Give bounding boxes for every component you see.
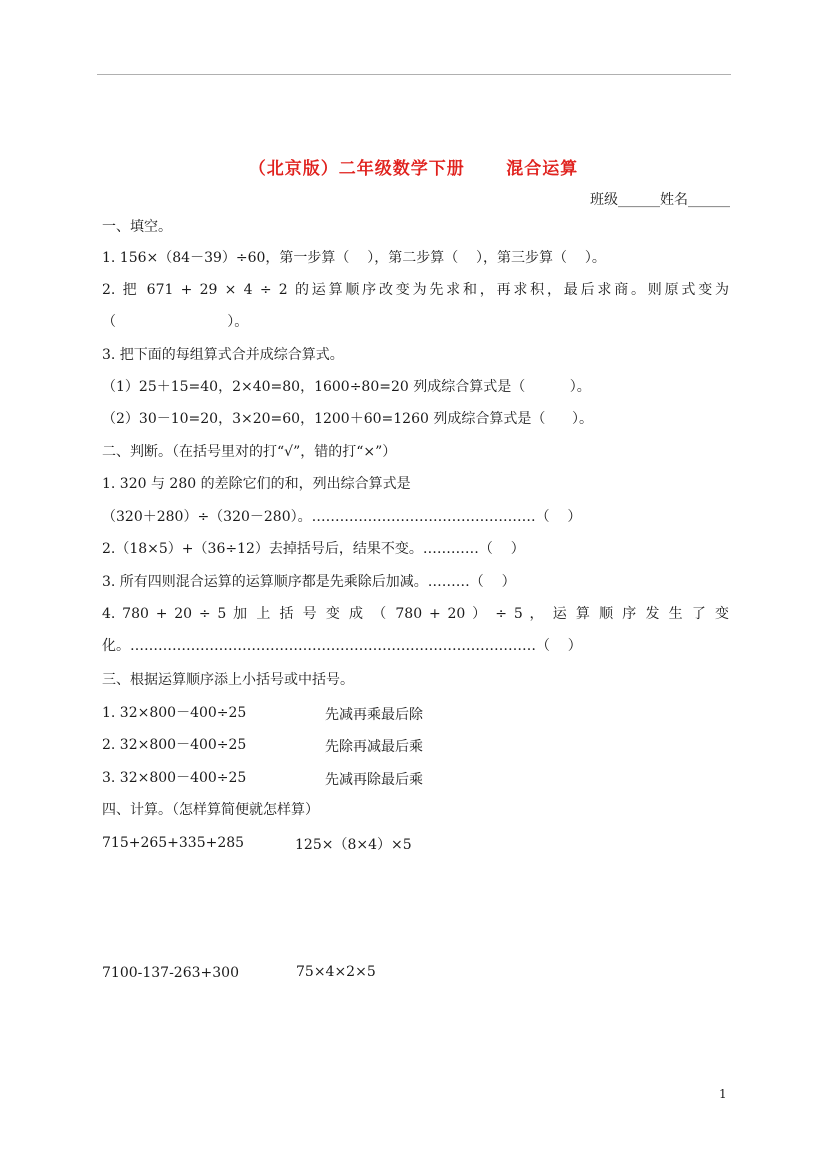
question-3: 3. 把下面的每组算式合并成综合算式。 [102, 347, 344, 363]
bracket-1-rule: 先减再乘最后除 [325, 707, 423, 723]
judge-1: 1. 320 与 280 的差除它们的和，列出综合算式是 [102, 476, 411, 492]
judge-2: 2.（18×5）+（36÷12）去掉括号后，结果不变。…………（ ） [102, 541, 525, 557]
calc-4: 75×4×2×5 [296, 964, 376, 980]
bracket-2-rule: 先除再减最后乘 [325, 739, 423, 755]
section-1-heading: 一、填空。 [102, 219, 172, 235]
question-3-1: （1）25＋15=40，2×40=80，1600÷80=20 列成综合算式是（ ）。 [102, 379, 591, 395]
bracket-1-expr: 1. 32×800－400÷25 [102, 705, 247, 721]
question-2-line-2: （ ）。 [102, 314, 249, 330]
class-name-line: 班级______姓名______ [590, 192, 730, 208]
header-rule [97, 74, 731, 75]
judge-4-line-1: 4. 780 + 20 ÷ 5 加 上 括 号 变 成 （ 780 + 20 ） ÷ 5 ， 运 算 顺 序 发 生 了 变 [102, 606, 729, 622]
question-1: 1. 156×（84－39）÷60，第一步算（ ），第二步算（ ），第三步算（ ）。 [102, 250, 606, 266]
calc-3: 7100-137-263+300 [102, 965, 239, 981]
bracket-3-rule: 先减再除最后乘 [325, 772, 423, 788]
judge-4-line-2: 化。……………………………………………………………………………（ ） [102, 638, 582, 654]
page-number: 1 [719, 1087, 727, 1101]
section-3-heading: 三、根据运算顺序添上小括号或中括号。 [102, 672, 354, 688]
calc-2: 125×（8×4）×5 [295, 837, 412, 853]
question-3-2: （2）30－10=20，3×20=60，1200＋60=1260 列成综合算式是（ ）。 [102, 411, 594, 427]
bracket-3-expr: 3. 32×800－400÷25 [102, 770, 247, 786]
page-title: （北京版）二年级数学下册 混合运算 [248, 159, 579, 179]
question-2-line-1: 2. 把 671 + 29 × 4 ÷ 2 的运算顺序改变为先求和，再求积，最后求商。则原式变为 [102, 282, 729, 298]
judge-1-cont: （320＋280）÷（320－280）。…………………………………………（ ） [102, 509, 582, 525]
section-4-heading: 四、计算。（怎样算简便就怎样算） [102, 802, 319, 818]
bracket-2-expr: 2. 32×800－400÷25 [102, 737, 247, 753]
calc-1: 715+265+335+285 [102, 835, 245, 851]
section-2-heading: 二、判断。（在括号里对的打“√”，错的打“×”） [102, 444, 397, 460]
judge-3: 3. 所有四则混合运算的运算顺序都是先乘除后加减。………（ ） [102, 574, 516, 590]
